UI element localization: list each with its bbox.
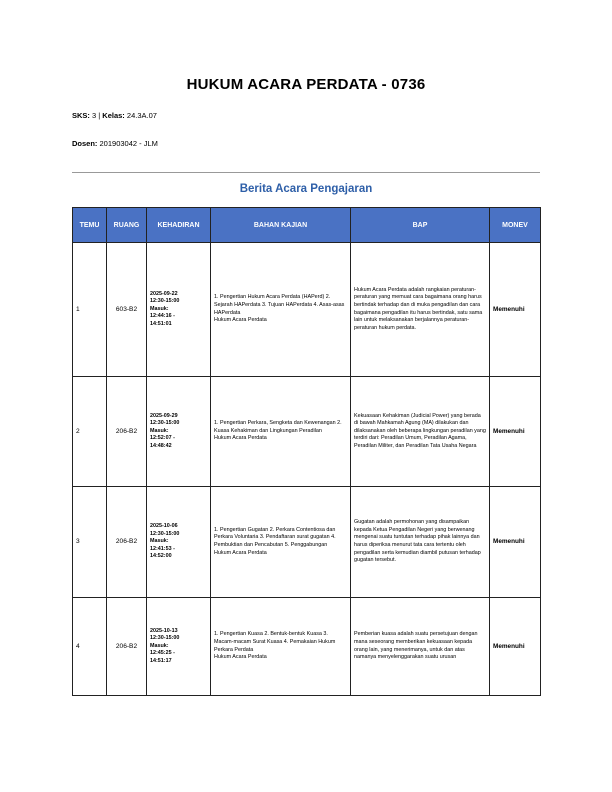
cell-kehadiran [147,598,211,696]
bap-text: Kekuasaan Kehakiman (Judicial Power) yang berada di bawah Mahkamah Agung (MA) dilakukan dan dilaksanakan oleh beberapa lingkungan peradilan yang terdiri dari: Peradilan Umum, Peradilan Agama, Peradilan Militer, dan Peradilan Tata Usaha Negara [354,412,486,449]
cell-bap [351,598,490,696]
section-title: Berita Acara Pengajaran [239,183,373,195]
attendance-in: 12:45:25 - [150,650,175,657]
table-header-row [73,208,541,243]
cell-ruang: 206-B2 [107,598,147,696]
attendance-in: 12:44:16 - [150,313,175,320]
cell-bahan-kajian [211,377,351,487]
cell-kehadiran [147,487,211,598]
attendance-in-label: Masuk: [150,642,169,649]
attendance-out: 14:52:00 [150,553,172,560]
bahan-subject: Hukum Acara Perdata [214,549,267,556]
cell-bap [351,487,490,598]
attendance-out: 14:48:42 [150,442,172,449]
attendance-in-label: Masuk: [150,538,169,545]
table-row [73,598,541,696]
bahan-text: 1. Pengertian Kuasa 2. Bentuk-bentuk Kuasa 3. Macam-macam Surat Kuasa 4. Pemakaian Hukum Perkara Perdata [214,631,336,653]
dosen-value: 201903042 - JLM [97,139,158,148]
column-header-ruang: RUANG [107,208,147,243]
kelas-value: 24.3A.07 [124,111,157,120]
bap-text: Hukum Acara Perdata adalah rangkaian peraturan-peraturan yang memuat cara bagaimana orang harus bertindak terhadap dan di muka pengadilan dan cara bagaimana pengadilan itu harus bertindak, satu sama lain untuk melaksanakan berjalannya peraturan-peraturan hukum perdata. [354,286,483,331]
cell-bap [351,377,490,487]
attendance-date: 2025-09-29 [150,412,178,419]
bahan-subject: Hukum Acara Perdata [214,654,267,661]
lecturer-meta [72,139,158,148]
cell-temu: 4 [73,598,107,696]
attendance-out: 14:51:01 [150,320,172,327]
teaching-report-table [72,207,541,696]
kelas-label: Kelas: [102,111,125,120]
bahan-subject: Hukum Acara Perdata [214,435,267,442]
column-header-bap: BAP [351,208,490,243]
attendance-time: 12:30-15:00 [150,530,180,537]
cell-bahan-kajian [211,243,351,377]
attendance-in: 12:41:53 - [150,545,175,552]
bahan-subject: Hukum Acara Perdata [214,317,267,324]
attendance-time: 12:30-15:00 [150,420,180,427]
cell-temu: 1 [73,243,107,377]
attendance-date: 2025-10-06 [150,523,178,530]
attendance-out: 14:51:17 [150,657,172,664]
bap-text: Pemberian kuasa adalah suatu persetujuan dengan mana seseorang memberikan kekuasaan kepada orang lain, yang menerimanya, untuk dan atas namanya menyelenggarakan suatu urusan [354,631,478,661]
cell-ruang: 603-B2 [107,243,147,377]
column-header-kehadiran: KEHADIRAN [147,208,211,243]
bahan-text: 1. Pengertian Hukum Acara Perdata (HAPerd) 2. Sejarah HAPerdata 3. Tujuan HAPerdata 4. Asas-asas HAPerdata [214,294,345,316]
cell-temu: 3 [73,487,107,598]
sks-value: 3 | [89,111,103,120]
attendance-date: 2025-10-13 [150,627,178,634]
attendance-in-label: Masuk: [150,427,169,434]
cell-ruang: 206-B2 [107,377,147,487]
divider [72,172,540,173]
attendance-in: 12:52:07 - [150,435,175,442]
bahan-text: 1. Pengertian Gugatan 2. Perkara Contentiosa dan Perkara Voluntaria 3. Pendaftaran surat gugatan 4. Pembuktian dan Pencabutan 5. Penggabungan [214,526,336,548]
column-header-temu: TEMU [73,208,107,243]
cell-monev: Memenuhi [490,243,541,377]
table-row [73,377,541,487]
document-title: HUKUM ACARA PERDATA - 0736 [186,76,426,93]
cell-kehadiran [147,377,211,487]
attendance-date: 2025-09-22 [150,290,178,297]
cell-bahan-kajian [211,598,351,696]
attendance-in-label: Masuk: [150,305,169,312]
column-header-bahan-kajian: BAHAN KAJIAN [211,208,351,243]
cell-monev: Memenuhi [490,598,541,696]
cell-temu: 2 [73,377,107,487]
table-row [73,243,541,377]
column-header-monev: MONEV [490,208,541,243]
cell-bahan-kajian [211,487,351,598]
table-row [73,487,541,598]
sks-label: SKS: [72,111,90,120]
cell-ruang: 206-B2 [107,487,147,598]
course-meta [72,111,157,120]
cell-monev: Memenuhi [490,377,541,487]
cell-bap [351,243,490,377]
attendance-time: 12:30-15:00 [150,298,180,305]
cell-kehadiran [147,243,211,377]
bap-text: Gugatan adalah permohonan yang disampaikan kepada Ketua Pengadilan Negeri yang berwenang mengenai suatu tuntutan terhadap pihak lainnya dan harus diperiksa menurut tata cara tertentu oleh pengadilan serta kemudian diambil putusan terhadap gugatan tersebut. [354,519,481,564]
cell-monev: Memenuhi [490,487,541,598]
bahan-text: 1. Pengertian Perkara, Sengketa dan Kewenangan 2. Kuasa Kehakiman dan Lingkungan Peradilan [214,420,342,434]
dosen-label: Dosen: [72,139,98,148]
attendance-time: 12:30-15:00 [150,635,180,642]
